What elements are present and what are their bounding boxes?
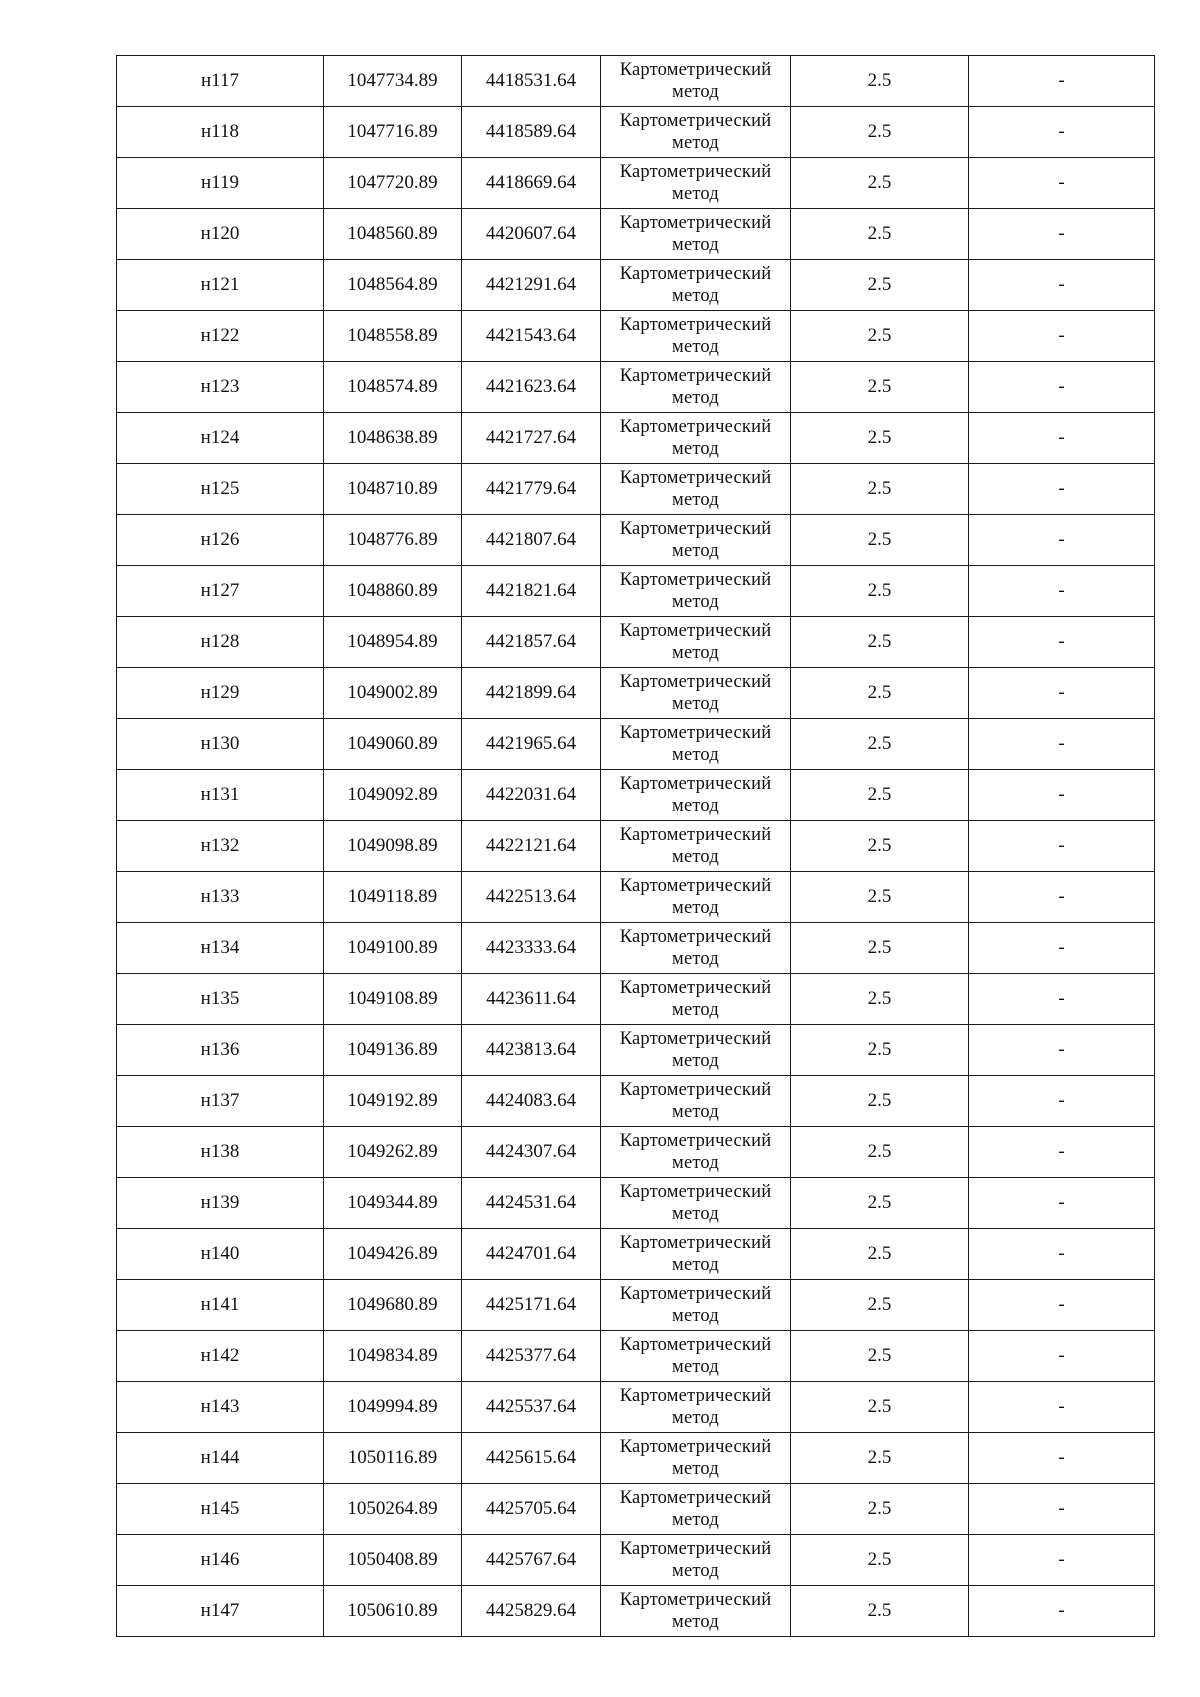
note-cell: - (969, 311, 1155, 362)
x-coordinate-cell: 1049262.89 (324, 1127, 462, 1178)
point-id-cell: н138 (117, 1127, 324, 1178)
method-line-2: метод (672, 1612, 719, 1632)
table-row (117, 1535, 1155, 1586)
y-coordinate-cell: 4421899.64 (462, 668, 601, 719)
table-row (117, 1229, 1155, 1280)
accuracy-cell: 2.5 (791, 1586, 969, 1637)
note-cell: - (969, 974, 1155, 1025)
x-coordinate-cell: 1048954.89 (324, 617, 462, 668)
table-row (117, 260, 1155, 311)
note-cell: - (969, 1331, 1155, 1382)
method-cell (601, 1535, 791, 1586)
accuracy-cell: 2.5 (791, 1076, 969, 1127)
method-line-1: Картометрический (619, 723, 772, 743)
point-id-cell: н137 (117, 1076, 324, 1127)
y-coordinate-cell: 4421623.64 (462, 362, 601, 413)
method-line-1: Картометрический (619, 1131, 772, 1151)
accuracy-cell: 2.5 (791, 872, 969, 923)
method-cell (601, 1382, 791, 1433)
note-cell: - (969, 1025, 1155, 1076)
note-cell: - (969, 821, 1155, 872)
accuracy-cell: 2.5 (791, 413, 969, 464)
accuracy-cell: 2.5 (791, 974, 969, 1025)
point-id-cell: н119 (117, 158, 324, 209)
method-cell (601, 107, 791, 158)
x-coordinate-cell: 1049680.89 (324, 1280, 462, 1331)
accuracy-cell: 2.5 (791, 719, 969, 770)
method-line-1: Картометрический (619, 1437, 772, 1457)
y-coordinate-cell: 4425537.64 (462, 1382, 601, 1433)
method-line-2: метод (672, 643, 719, 663)
table-row (117, 872, 1155, 923)
y-coordinate-cell: 4421727.64 (462, 413, 601, 464)
method-line-1: Картометрический (619, 774, 772, 794)
accuracy-cell: 2.5 (791, 1280, 969, 1331)
note-cell: - (969, 770, 1155, 821)
x-coordinate-cell: 1048638.89 (324, 413, 462, 464)
note-cell: - (969, 107, 1155, 158)
accuracy-cell: 2.5 (791, 107, 969, 158)
point-id-cell: н132 (117, 821, 324, 872)
table-row (117, 923, 1155, 974)
point-id-cell: н122 (117, 311, 324, 362)
accuracy-cell: 2.5 (791, 1382, 969, 1433)
method-line-1: Картометрический (619, 1488, 772, 1508)
accuracy-cell: 2.5 (791, 923, 969, 974)
x-coordinate-cell: 1049100.89 (324, 923, 462, 974)
point-id-cell: н147 (117, 1586, 324, 1637)
accuracy-cell: 2.5 (791, 260, 969, 311)
method-line-2: метод (672, 1000, 719, 1020)
x-coordinate-cell: 1047716.89 (324, 107, 462, 158)
accuracy-cell: 2.5 (791, 821, 969, 872)
point-id-cell: н117 (117, 56, 324, 107)
accuracy-cell: 2.5 (791, 1331, 969, 1382)
point-id-cell: н125 (117, 464, 324, 515)
method-cell (601, 515, 791, 566)
note-cell: - (969, 1127, 1155, 1178)
method-line-1: Картометрический (619, 315, 772, 335)
x-coordinate-cell: 1047734.89 (324, 56, 462, 107)
table-row (117, 974, 1155, 1025)
coordinates-table (116, 55, 1155, 1637)
y-coordinate-cell: 4421291.64 (462, 260, 601, 311)
method-line-2: метод (672, 184, 719, 204)
x-coordinate-cell: 1048776.89 (324, 515, 462, 566)
method-cell (601, 923, 791, 974)
method-line-1: Картометрический (619, 1080, 772, 1100)
method-line-1: Картометрический (619, 1386, 772, 1406)
y-coordinate-cell: 4421807.64 (462, 515, 601, 566)
method-line-2: метод (672, 592, 719, 612)
y-coordinate-cell: 4425377.64 (462, 1331, 601, 1382)
table-row (117, 107, 1155, 158)
accuracy-cell: 2.5 (791, 770, 969, 821)
table-row (117, 566, 1155, 617)
y-coordinate-cell: 4421543.64 (462, 311, 601, 362)
note-cell: - (969, 872, 1155, 923)
y-coordinate-cell: 4422513.64 (462, 872, 601, 923)
method-line-2: метод (672, 1051, 719, 1071)
method-cell (601, 1127, 791, 1178)
y-coordinate-cell: 4422031.64 (462, 770, 601, 821)
method-line-2: метод (672, 1255, 719, 1275)
accuracy-cell: 2.5 (791, 566, 969, 617)
coordinates-table-body (117, 56, 1155, 1637)
note-cell: - (969, 56, 1155, 107)
method-line-2: метод (672, 541, 719, 561)
note-cell: - (969, 1178, 1155, 1229)
table-row (117, 56, 1155, 107)
y-coordinate-cell: 4420607.64 (462, 209, 601, 260)
method-line-1: Картометрический (619, 417, 772, 437)
method-line-2: метод (672, 1306, 719, 1326)
point-id-cell: н123 (117, 362, 324, 413)
point-id-cell: н127 (117, 566, 324, 617)
y-coordinate-cell: 4423611.64 (462, 974, 601, 1025)
table-row (117, 311, 1155, 362)
accuracy-cell: 2.5 (791, 209, 969, 260)
point-id-cell: н128 (117, 617, 324, 668)
table-row (117, 209, 1155, 260)
x-coordinate-cell: 1048710.89 (324, 464, 462, 515)
method-line-1: Картометрический (619, 1233, 772, 1253)
method-line-1: Картометрический (619, 1182, 772, 1202)
method-line-2: метод (672, 745, 719, 765)
table-row (117, 1178, 1155, 1229)
point-id-cell: н140 (117, 1229, 324, 1280)
point-id-cell: н126 (117, 515, 324, 566)
accuracy-cell: 2.5 (791, 668, 969, 719)
table-row (117, 719, 1155, 770)
method-cell (601, 1076, 791, 1127)
y-coordinate-cell: 4424307.64 (462, 1127, 601, 1178)
x-coordinate-cell: 1049092.89 (324, 770, 462, 821)
method-cell (601, 209, 791, 260)
table-row (117, 464, 1155, 515)
method-line-1: Картометрический (619, 1029, 772, 1049)
x-coordinate-cell: 1049192.89 (324, 1076, 462, 1127)
method-line-1: Картометрический (619, 1590, 772, 1610)
method-line-2: метод (672, 1357, 719, 1377)
method-line-1: Картометрический (619, 1539, 772, 1559)
y-coordinate-cell: 4424083.64 (462, 1076, 601, 1127)
method-cell (601, 56, 791, 107)
table-row (117, 668, 1155, 719)
x-coordinate-cell: 1048558.89 (324, 311, 462, 362)
method-line-1: Картометрический (619, 876, 772, 896)
accuracy-cell: 2.5 (791, 464, 969, 515)
y-coordinate-cell: 4425615.64 (462, 1433, 601, 1484)
y-coordinate-cell: 4425767.64 (462, 1535, 601, 1586)
method-line-2: метод (672, 949, 719, 969)
method-line-1: Картометрический (619, 468, 772, 488)
method-cell (601, 1025, 791, 1076)
method-line-2: метод (672, 490, 719, 510)
point-id-cell: н139 (117, 1178, 324, 1229)
method-cell (601, 464, 791, 515)
table-row (117, 1280, 1155, 1331)
point-id-cell: н121 (117, 260, 324, 311)
method-line-2: метод (672, 1459, 719, 1479)
x-coordinate-cell: 1049136.89 (324, 1025, 462, 1076)
method-line-1: Картометрический (619, 264, 772, 284)
accuracy-cell: 2.5 (791, 311, 969, 362)
method-line-1: Картометрический (619, 825, 772, 845)
method-line-2: метод (672, 439, 719, 459)
table-row (117, 362, 1155, 413)
table-row (117, 1331, 1155, 1382)
method-line-1: Картометрический (619, 162, 772, 182)
method-line-2: метод (672, 1408, 719, 1428)
x-coordinate-cell: 1049344.89 (324, 1178, 462, 1229)
note-cell: - (969, 1586, 1155, 1637)
x-coordinate-cell: 1049994.89 (324, 1382, 462, 1433)
y-coordinate-cell: 4425705.64 (462, 1484, 601, 1535)
method-cell (601, 413, 791, 464)
method-line-2: метод (672, 286, 719, 306)
point-id-cell: н135 (117, 974, 324, 1025)
method-cell (601, 158, 791, 209)
accuracy-cell: 2.5 (791, 1229, 969, 1280)
note-cell: - (969, 158, 1155, 209)
x-coordinate-cell: 1049060.89 (324, 719, 462, 770)
method-line-2: метод (672, 1153, 719, 1173)
table-row (117, 413, 1155, 464)
note-cell: - (969, 1433, 1155, 1484)
method-line-1: Картометрический (619, 672, 772, 692)
table-row (117, 1586, 1155, 1637)
point-id-cell: н141 (117, 1280, 324, 1331)
method-cell (601, 311, 791, 362)
accuracy-cell: 2.5 (791, 1178, 969, 1229)
method-line-1: Картометрический (619, 213, 772, 233)
table-row (117, 158, 1155, 209)
method-line-2: метод (672, 337, 719, 357)
method-cell (601, 1331, 791, 1382)
method-cell (601, 566, 791, 617)
table-row (117, 1076, 1155, 1127)
note-cell: - (969, 1229, 1155, 1280)
method-line-1: Картометрический (619, 366, 772, 386)
method-line-1: Картометрический (619, 621, 772, 641)
method-cell (601, 872, 791, 923)
method-line-1: Картометрический (619, 1335, 772, 1355)
note-cell: - (969, 566, 1155, 617)
method-line-1: Картометрический (619, 927, 772, 947)
note-cell: - (969, 1382, 1155, 1433)
x-coordinate-cell: 1047720.89 (324, 158, 462, 209)
x-coordinate-cell: 1048564.89 (324, 260, 462, 311)
method-cell (601, 362, 791, 413)
table-row (117, 515, 1155, 566)
note-cell: - (969, 362, 1155, 413)
table-row (117, 1025, 1155, 1076)
note-cell: - (969, 1484, 1155, 1535)
point-id-cell: н144 (117, 1433, 324, 1484)
point-id-cell: н118 (117, 107, 324, 158)
method-line-2: метод (672, 1204, 719, 1224)
y-coordinate-cell: 4423333.64 (462, 923, 601, 974)
note-cell: - (969, 515, 1155, 566)
point-id-cell: н131 (117, 770, 324, 821)
method-line-2: метод (672, 1102, 719, 1122)
note-cell: - (969, 1076, 1155, 1127)
accuracy-cell: 2.5 (791, 362, 969, 413)
note-cell: - (969, 413, 1155, 464)
note-cell: - (969, 923, 1155, 974)
note-cell: - (969, 464, 1155, 515)
x-coordinate-cell: 1049002.89 (324, 668, 462, 719)
y-coordinate-cell: 4421857.64 (462, 617, 601, 668)
method-line-1: Картометрический (619, 570, 772, 590)
accuracy-cell: 2.5 (791, 158, 969, 209)
note-cell: - (969, 1535, 1155, 1586)
x-coordinate-cell: 1050610.89 (324, 1586, 462, 1637)
point-id-cell: н143 (117, 1382, 324, 1433)
method-line-1: Картометрический (619, 111, 772, 131)
table-row (117, 1433, 1155, 1484)
method-line-2: метод (672, 82, 719, 102)
accuracy-cell: 2.5 (791, 1484, 969, 1535)
point-id-cell: н142 (117, 1331, 324, 1382)
method-line-2: метод (672, 235, 719, 255)
x-coordinate-cell: 1048560.89 (324, 209, 462, 260)
x-coordinate-cell: 1050264.89 (324, 1484, 462, 1535)
table-row (117, 1382, 1155, 1433)
note-cell: - (969, 617, 1155, 668)
table-row (117, 1484, 1155, 1535)
note-cell: - (969, 1280, 1155, 1331)
y-coordinate-cell: 4422121.64 (462, 821, 601, 872)
point-id-cell: н145 (117, 1484, 324, 1535)
method-cell (601, 1433, 791, 1484)
method-line-1: Картометрический (619, 978, 772, 998)
table-row (117, 770, 1155, 821)
method-line-2: метод (672, 796, 719, 816)
accuracy-cell: 2.5 (791, 515, 969, 566)
accuracy-cell: 2.5 (791, 56, 969, 107)
method-line-2: метод (672, 388, 719, 408)
x-coordinate-cell: 1050116.89 (324, 1433, 462, 1484)
method-cell (601, 1280, 791, 1331)
y-coordinate-cell: 4424531.64 (462, 1178, 601, 1229)
method-cell (601, 974, 791, 1025)
point-id-cell: н120 (117, 209, 324, 260)
method-line-2: метод (672, 847, 719, 867)
point-id-cell: н130 (117, 719, 324, 770)
table-row (117, 1127, 1155, 1178)
note-cell: - (969, 719, 1155, 770)
y-coordinate-cell: 4418669.64 (462, 158, 601, 209)
method-cell (601, 1229, 791, 1280)
x-coordinate-cell: 1049108.89 (324, 974, 462, 1025)
y-coordinate-cell: 4421779.64 (462, 464, 601, 515)
method-cell (601, 260, 791, 311)
accuracy-cell: 2.5 (791, 617, 969, 668)
y-coordinate-cell: 4423813.64 (462, 1025, 601, 1076)
method-cell (601, 719, 791, 770)
y-coordinate-cell: 4425171.64 (462, 1280, 601, 1331)
method-line-1: Картометрический (619, 519, 772, 539)
method-cell (601, 1484, 791, 1535)
point-id-cell: н146 (117, 1535, 324, 1586)
y-coordinate-cell: 4421965.64 (462, 719, 601, 770)
accuracy-cell: 2.5 (791, 1433, 969, 1484)
method-line-1: Картометрический (619, 1284, 772, 1304)
note-cell: - (969, 260, 1155, 311)
method-line-2: метод (672, 133, 719, 153)
x-coordinate-cell: 1049098.89 (324, 821, 462, 872)
y-coordinate-cell: 4425829.64 (462, 1586, 601, 1637)
method-line-2: метод (672, 1561, 719, 1581)
point-id-cell: н124 (117, 413, 324, 464)
method-line-1: Картометрический (619, 60, 772, 80)
x-coordinate-cell: 1049118.89 (324, 872, 462, 923)
y-coordinate-cell: 4418589.64 (462, 107, 601, 158)
y-coordinate-cell: 4424701.64 (462, 1229, 601, 1280)
method-line-2: метод (672, 694, 719, 714)
method-cell (601, 1178, 791, 1229)
point-id-cell: н136 (117, 1025, 324, 1076)
table-row (117, 617, 1155, 668)
point-id-cell: н133 (117, 872, 324, 923)
method-cell (601, 617, 791, 668)
accuracy-cell: 2.5 (791, 1535, 969, 1586)
method-cell (601, 668, 791, 719)
point-id-cell: н134 (117, 923, 324, 974)
table-row (117, 821, 1155, 872)
x-coordinate-cell: 1049834.89 (324, 1331, 462, 1382)
method-cell (601, 1586, 791, 1637)
point-id-cell: н129 (117, 668, 324, 719)
x-coordinate-cell: 1050408.89 (324, 1535, 462, 1586)
accuracy-cell: 2.5 (791, 1127, 969, 1178)
method-cell (601, 821, 791, 872)
x-coordinate-cell: 1049426.89 (324, 1229, 462, 1280)
note-cell: - (969, 668, 1155, 719)
x-coordinate-cell: 1048574.89 (324, 362, 462, 413)
method-line-2: метод (672, 1510, 719, 1530)
x-coordinate-cell: 1048860.89 (324, 566, 462, 617)
method-cell (601, 770, 791, 821)
accuracy-cell: 2.5 (791, 1025, 969, 1076)
y-coordinate-cell: 4418531.64 (462, 56, 601, 107)
note-cell: - (969, 209, 1155, 260)
method-line-2: метод (672, 898, 719, 918)
y-coordinate-cell: 4421821.64 (462, 566, 601, 617)
